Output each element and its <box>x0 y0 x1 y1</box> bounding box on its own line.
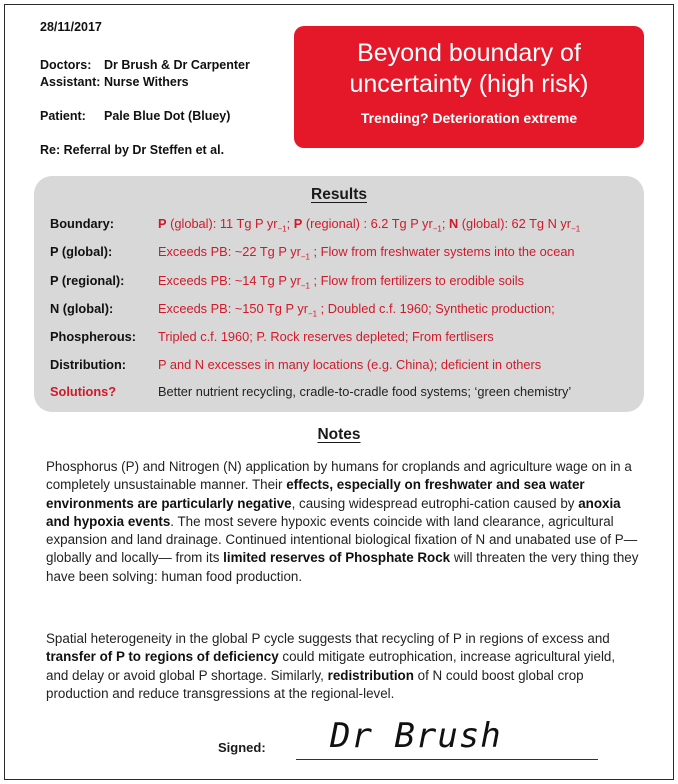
result-row-distribution <box>50 357 636 372</box>
result-key: Solutions? <box>50 384 117 399</box>
result-row-p-regional <box>50 273 636 291</box>
notes-title: Notes <box>317 426 361 443</box>
risk-title <box>294 38 644 100</box>
risk-status-badge <box>294 26 644 148</box>
result-value: Exceeds PB: ~22 Tg P $yr_{-1}$ ; Flow from freshwater systems into the ocean <box>158 244 575 262</box>
assistant-row <box>40 75 189 89</box>
result-value: Exceeds PB: ~150 Tg P $yr_{-1}$ ; Doubled c.f. 1960; Synthetic production; <box>158 301 555 319</box>
assistant-label: Assistant: <box>40 75 101 89</box>
result-row-p-global <box>50 244 636 262</box>
result-row-boundary <box>50 216 636 234</box>
result-value: Better nutrient recycling, cradle-to-cradle food systems; ‘green chemistry’ <box>158 384 572 399</box>
result-key: Distribution: <box>50 357 127 372</box>
result-value: P (global): 11 Tg P $yr_{-1}$; P (regional) : 6.2 Tg P $yr_{-1}$; N (global): 62 Tg N $yr_{-1}$ <box>158 216 581 234</box>
result-row-solutions <box>50 384 636 399</box>
referral-line: Re: Referral by Dr Steffen et al. <box>40 143 225 157</box>
risk-title-line-2: uncertainty (high risk) <box>349 70 589 98</box>
notes-paragraph-2: Spatial heterogeneity in the global P cycle suggests that recycling of P in regions of excess and transfer of P to regions of deficiency could mitigate eutrophication, increase agricultural yield, and delay or avoid global P shortage. Similarly, redistribution of N could boost global crop production and reduce transgressions at the regional-level. <box>46 631 616 701</box>
result-row-n-global <box>50 301 636 319</box>
risk-subtitle: Trending? Deterioration extreme <box>360 110 578 126</box>
risk-title-line-1: Beyond boundary of <box>357 39 581 67</box>
result-key: N (global): <box>50 301 114 316</box>
notes-paragraph-1: Phosphorus (P) and Nitrogen (N) application by humans for croplands and agriculture wage on in a completely unsustainable manner. Their effects, especially on freshwater and sea water environments are particularly negative, causing widespread eutrophi-cation caused by anoxia and hypoxia events. The most severe hypoxic events coincide with land clearance, agricultural expansion and land drainage. Continued intentional biological fixation of N and unabated use of P—globally and locally— from its limited reserves of Phosphate Rock will threaten the very thing they have been solving: human food production. <box>46 459 639 584</box>
results-panel <box>34 176 644 412</box>
assistant-value: Nurse Withers <box>104 75 189 89</box>
result-key: P (global): <box>50 244 113 259</box>
signature-line <box>296 759 598 760</box>
doctors-row <box>40 58 250 72</box>
signed-label: Signed: <box>218 740 266 755</box>
patient-row <box>40 109 230 123</box>
result-value: P and N excesses in many locations (e.g. China); deficient in others <box>158 357 542 372</box>
result-value: Exceeds PB: ~14 Tg P $yr_{-1}$ ; Flow from fertilizers to erodible soils <box>158 273 525 291</box>
doctors-label: Doctors: <box>40 58 92 72</box>
result-row-phospherous <box>50 329 636 344</box>
result-value: Tripled c.f. 1960; P. Rock reserves depleted; From fertlisers <box>158 329 494 344</box>
patient-value: Pale Blue Dot (Bluey) <box>104 109 231 123</box>
patient-label: Patient: <box>40 109 86 123</box>
result-key: P (regional): <box>50 273 125 288</box>
results-title: Results <box>311 186 367 203</box>
result-key: Boundary: <box>50 216 114 231</box>
result-key: Phospherous: <box>50 329 137 344</box>
signature-name: Dr Brush <box>330 716 502 756</box>
doctors-value: Dr Brush & Dr Carpenter <box>104 58 250 72</box>
document-date: 28/11/2017 <box>40 20 102 34</box>
